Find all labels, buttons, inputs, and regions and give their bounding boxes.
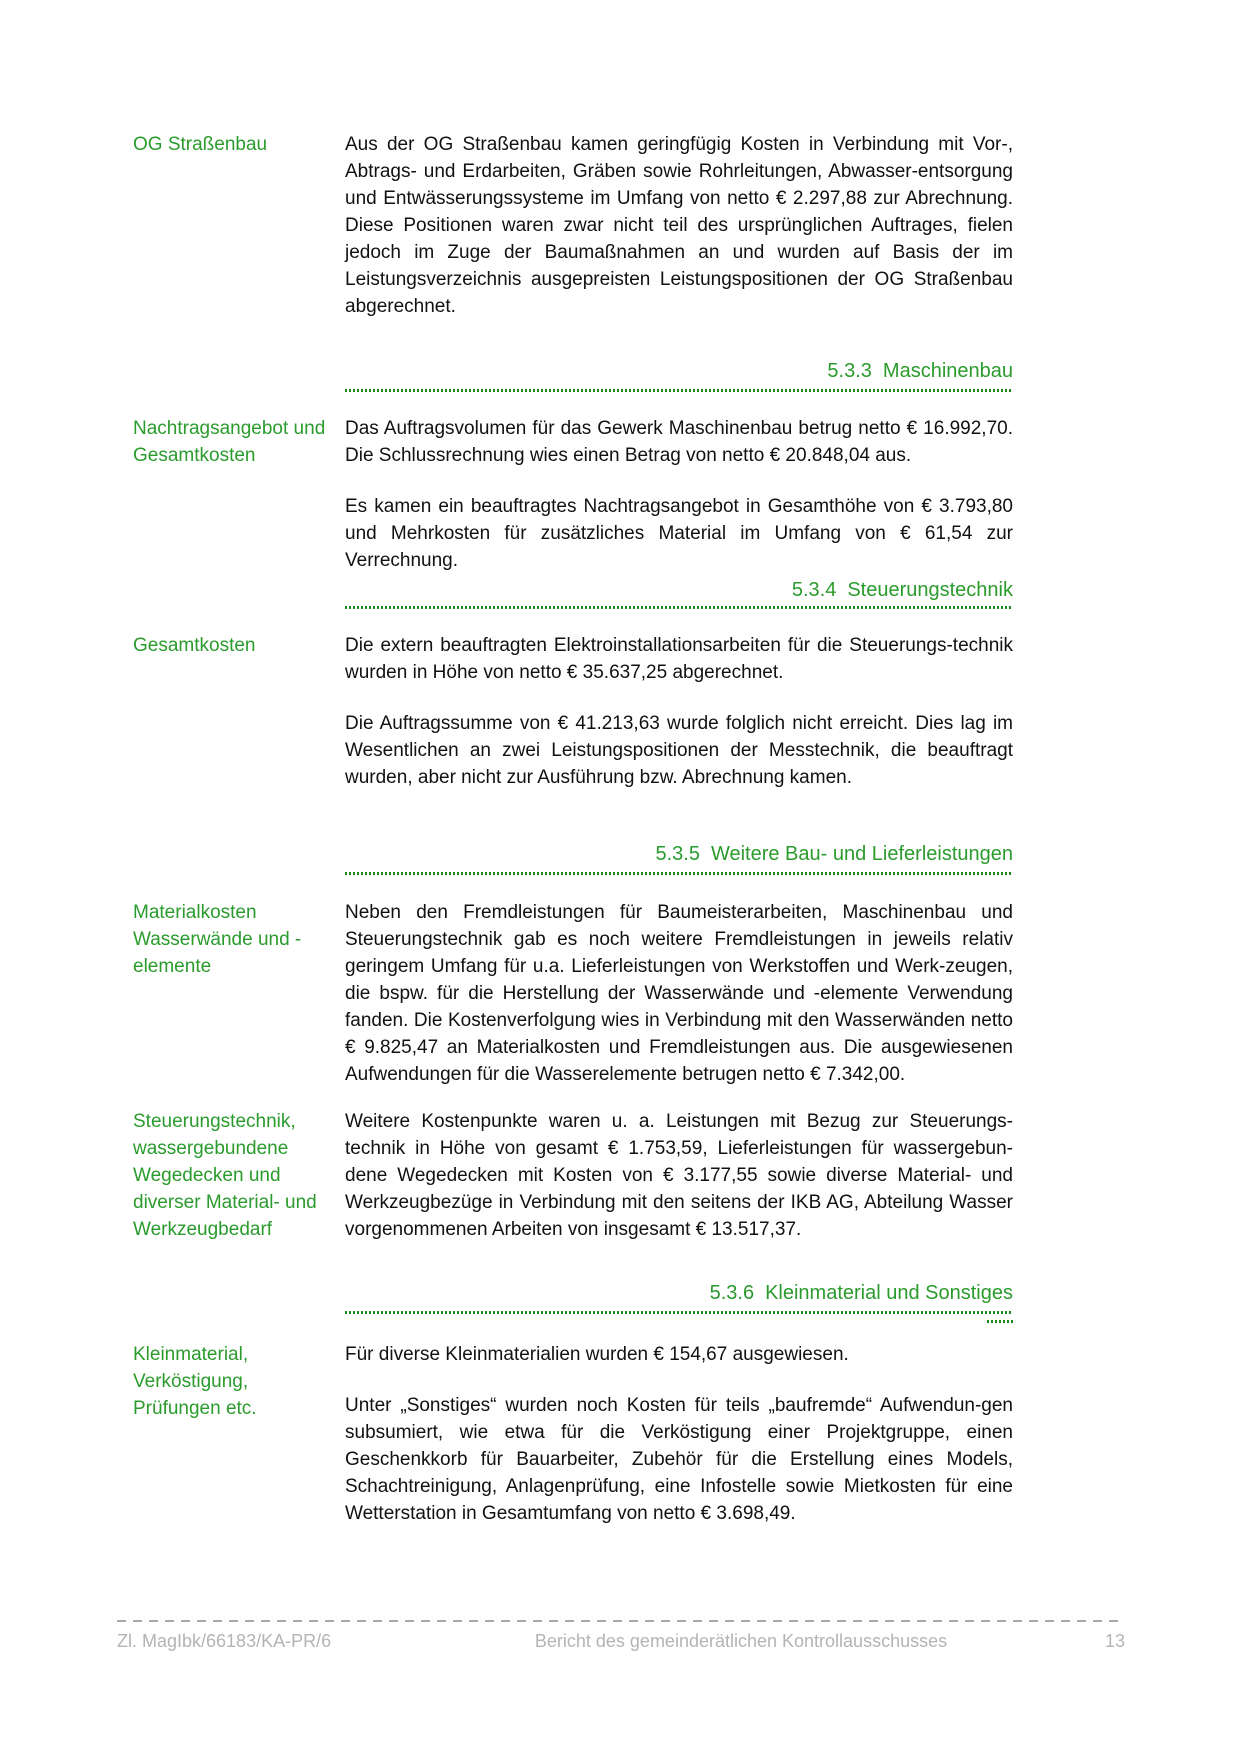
section-weitere-kostenpunkte — [133, 1108, 1013, 1243]
paragraph-elektroinstallation: Die extern beauftragten Elektroinstallationsarbeiten für die Steuerungs-technik wurden in Höhe von netto € 35.637,25 abgerechnet. — [345, 635, 1013, 683]
body-materialkosten — [345, 899, 1013, 1088]
paragraph-auftragssumme: Die Auftragssumme von € 41.213,63 wurde folglich nicht erreicht. Dies lag im Wesentlichen an zwei Leistungspositionen der Messtechnik, die beauftragt wurden, aber nicht zur Ausführung bzw. Abrechnung kamen. — [345, 713, 1013, 788]
body-maschinenbau — [345, 415, 1013, 574]
section-steuerungstechnik — [133, 632, 1013, 791]
paragraph-og-strassenbau: Aus der OG Straßenbau kamen geringfügig Kosten in Verbindung mit Vor-, Abtrags- und Erdarbeiten, Gräben sowie Rohrleitungen, Abwasser-entsorgung und Entwässerungssysteme im Umfang von netto € 2.297,88 zur Abrechnung. Diese Positionen waren zwar nicht teil des ursprünglichen Auftrages, fielen jedoch im Zuge der Baumaßnahmen an und wurden auf Basis der im Leistungsverzeichnis ausgepreisten Leistungspositionen der OG Straßenbau abgerechnet. — [345, 134, 1013, 317]
margin-label-steuerungstechnik-wegedecken: Steuerungstechnik, wassergebundene Wegedecken und diverser Material- und Werkzeugbedarf — [133, 1111, 317, 1240]
section-number-5-3-4: 5.3.4 — [791, 579, 837, 601]
footer-text-row — [117, 1631, 1125, 1652]
section-rule-5-3-5 — [345, 872, 1013, 875]
section-title-5-3-5: Weitere Bau- und Lieferleistungen — [710, 843, 1013, 865]
paragraph-sonstiges: Unter „Sonstiges“ wurden noch Kosten für teils „baufremde“ Aufwendun-gen subsumiert, wie etwa für die Verköstigung einer Projektgruppe, einen Geschenkkorb für Bauarbeiter, Zubehör für die Erstellung eines Models, Schachtreinigung, Anlagenprüfung, eine Infostelle sowie Mietkosten für eine Wetterstation in Gesamtumfang von netto € 3.698,49. — [345, 1395, 1013, 1524]
margin-label-og-strassenbau: OG Straßenbau — [133, 134, 268, 155]
section-rule-5-3-3 — [345, 389, 1013, 392]
section-number-5-3-6: 5.3.6 — [709, 1282, 755, 1304]
margin-label-gesamtkosten: Gesamtkosten — [133, 635, 256, 656]
section-materialkosten — [133, 899, 1013, 1088]
section-heading-5-3-6 — [133, 1280, 1013, 1306]
footer-dashed-line — [117, 1620, 1125, 1622]
section-rule-5-3-4 — [345, 606, 1013, 609]
page-footer — [117, 1620, 1125, 1652]
paragraph-auftragsvolumen: Das Auftragsvolumen für das Gewerk Maschinenbau betrug netto € 16.992,70. Die Schlussrechnung wies einen Betrag von netto € 20.848,04 aus. — [345, 418, 1013, 466]
paragraph-fremdleistungen: Neben den Fremdleistungen für Baumeisterarbeiten, Maschinenbau und Steuerungstechnik gab es noch weitere Fremdleistungen in jeweils relativ geringem Umfang für u.a. Lieferleistungen von Werkstoffen und Werk-zeugen, die bspw. für die Herstellung der Wasserwände und -elemente Verwendung fanden. Die Kostenverfolgung wies in Verbindung mit den Wasserwänden netto € 9.825,47 an Materialkosten und Fremdleistungen aus. Die ausgewiesenen Aufwendungen für die Wasserelemente betrugen netto € 7.342,00. — [345, 902, 1013, 1085]
section-maschinenbau — [133, 415, 1013, 574]
paragraph-kleinmaterialien: Für diverse Kleinmaterialien wurden € 154,67 ausgewiesen. — [345, 1344, 849, 1365]
body-steuerungstechnik — [345, 632, 1013, 791]
section-rule-5-3-6-overflow — [987, 1320, 1013, 1323]
section-number-5-3-3: 5.3.3 — [827, 360, 872, 382]
footer-report-title: Bericht des gemeinderätlichen Kontrollausschusses — [534, 1631, 948, 1651]
section-number-5-3-5: 5.3.5 — [655, 843, 700, 865]
section-rule-5-3-6 — [345, 1311, 1013, 1314]
footer-reference: Zl. MagIbk/66183/KA-PR/6 — [117, 1631, 332, 1651]
margin-label-nachtragsangebot: Nachtragsangebot und Gesamtkosten — [133, 418, 326, 466]
margin-label-materialkosten: Materialkosten Wasserwände und -elemente — [133, 902, 302, 977]
section-title-5-3-6: Kleinmaterial und Sonstiges — [765, 1282, 1013, 1304]
body-kleinmaterial — [345, 1341, 1013, 1527]
section-kleinmaterial — [133, 1341, 1013, 1527]
body-og-strassenbau — [345, 131, 1013, 320]
paragraph-weitere-kostenpunkte: Weitere Kostenpunkte waren u. a. Leistungen mit Bezug zur Steuerungs-technik in Höhe von gesamt € 1.753,59, Lieferleistungen für wassergebun-dene Wegedecken mit Kosten von € 3.177,55 sowie diverse Material- und Werkzeugbezüge in Verbindung mit den seitens der IKB AG, Abteilung Wasser vorgenommenen Arbeiten von insgesamt € 13.517,37. — [345, 1111, 1013, 1240]
body-weitere-kostenpunkte — [345, 1108, 1013, 1243]
section-title-5-3-3: Maschinenbau — [882, 360, 1013, 382]
paragraph-nachtragsangebot: Es kamen ein beauftragtes Nachtragsangebot in Gesamthöhe von € 3.793,80 und Mehrkosten für zusätzliches Material im Umfang von € 61,54 zur Verrechnung. — [345, 496, 1013, 571]
footer-page-number: 13 — [1104, 1631, 1125, 1651]
section-heading-5-3-4 — [133, 577, 1013, 603]
section-heading-5-3-3 — [133, 358, 1013, 384]
section-heading-5-3-5 — [133, 841, 1013, 867]
margin-label-kleinmaterial: Kleinmaterial, Verköstigung, Prüfungen etc. — [133, 1344, 257, 1419]
section-title-5-3-4: Steuerungstechnik — [847, 579, 1013, 601]
page-content — [133, 0, 1013, 1527]
section-og-strassenbau — [133, 131, 1013, 320]
